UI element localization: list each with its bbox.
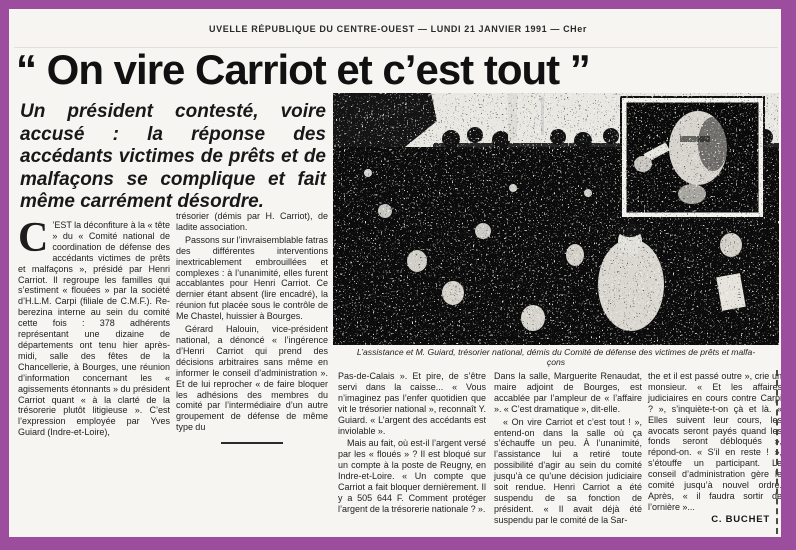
main-photo (333, 93, 779, 345)
author-byline: C. BUCHET (711, 513, 770, 525)
article-paragraph: Gérard Halouin, vice-président national, a dénoncé « l’ingérence d’Henri Carriot qui prend des décisions arbitraires sans même en informer le conseil d’administration ». Et de lui reprocher « de faire bloquer les adhésions des membres du comité par l’intermédiaire d’un autre groupement de défense de même type du (176, 324, 328, 433)
article-paragraph: Pas-de-Calais ». Et pire, de s’être servi dans la caisse... « Vous n’imaginez pas l’enfer quotidien que vit le trésorier national », reconnaît Y. Guiard. « L’argent des accédants est inviolable ». (338, 371, 486, 436)
article-column-2 (176, 211, 328, 444)
article-headline: “ On vire Carriot et c’est tout ” (16, 46, 590, 93)
clipping-torn-edge (776, 370, 778, 534)
drop-cap: C (18, 215, 49, 261)
article-lede: Un président contesté, voire accusé : la réponse des accédants victimes de prêts et de malfaçons se complique et fait même carrément désordre. (20, 101, 326, 212)
article-paragraph: Dans la salle, Marguerite Renaudat, maire adjoint de Bourges, est accablée par l’ampleur de « l’affaire ». « C’est dramatique », dit-elle. (494, 371, 642, 414)
photo-caption-line1: L’assistance et M. Guiard, trésorier national, démis du Comité de défense des victimes de prêts et malfa- (356, 347, 756, 357)
article-column-5 (648, 371, 782, 528)
article-text: ’EST la déconfiture à la « tête » du « Comité national de coordination de défense des accédants victimes de prêts et malfaçons », présidé par Henri Carriot. Il regroupe les familles qui s’estiment « flouées » par la société d’H.L.M. Carpi (filiale de C.M.F.). Re-berezina interne au sein du comité cette fois : 378 adhérents représentant une dizaine de départements ont tenu hier après-midi, salle des fêtes de la Chancellerie, à Bourges, une réunion d’information concernant les « agissements étonnants » du président Carriot quant « à la clarté de la trésorerie plutôt litigieuse ». C’est l’expression employée par Yves Guiard (Indre-et-Loire), (18, 220, 170, 438)
newspaper-masthead: UVELLE RÉPUBLIQUE DU CENTRE-OUEST — LUNDI 21 JANVIER 1991 — CHer (209, 24, 587, 34)
article-paragraph: Mais au fait, où est-il l’argent versé par les « floués » ? Il est bloqué sur un compte à la poste de Reugny, en Indre-et-Loire. « Un compte que Carriot a fait bloquer dernièrement. Il y a 505 644 F. Comment protéger l’argent de la trésorerie nationale ? ». (338, 438, 486, 514)
article-column-3 (338, 371, 486, 517)
column-end-rule (221, 442, 283, 444)
article-paragraph: Passons sur l’invraisemblable fatras des différentes interventions inextricablement embrouillées et complexes : à l’unanimité, elles furent accablantes pour Henri Carriot. Ce dernier étant absent (lire encadré), la réunion fut placée sous le contrôle de Me Chastel, huissier à Bourges. (176, 234, 328, 322)
article-paragraph: the et il est passé outre », crie un monsieur. « Et les affaires judiciaires en cours contre Carpi ? », s’inquiète-t-on çà et là. « Elles suivent leur cours, les avocats seront payés quand les fonds seront débloqués », répond-on. « S’il en reste ! », s’étouffe un participant. Le conseil d’administration gère le comité jusqu’à nouvel ordre. Après, « il faudra sortir de l’ornière »... (648, 371, 782, 512)
photo-caption (333, 347, 779, 367)
article-column-1 (18, 215, 170, 440)
article-paragraph: trésorier (démis par H. Carriot), de ladite association. (176, 211, 328, 232)
article-paragraph: « On vire Carriot et c’est tout ! », entend-on dans la salle où ça s’échauffe un peu. À l’unanimité, l’assistance lui a retiré toute possibilité d’agir au sein du comité jusqu’à ce qu’une décision judiciaire soit rendue. Henri Carriot a été suspendu de sa fonction de président. « Il avait déjà été suspendu par le comité de la Sar- (494, 416, 642, 525)
photo-caption-line2: çons (546, 357, 566, 367)
article-column-4 (494, 371, 642, 528)
crowd-photo-halftone (333, 93, 779, 345)
article-paragraph (18, 215, 170, 438)
